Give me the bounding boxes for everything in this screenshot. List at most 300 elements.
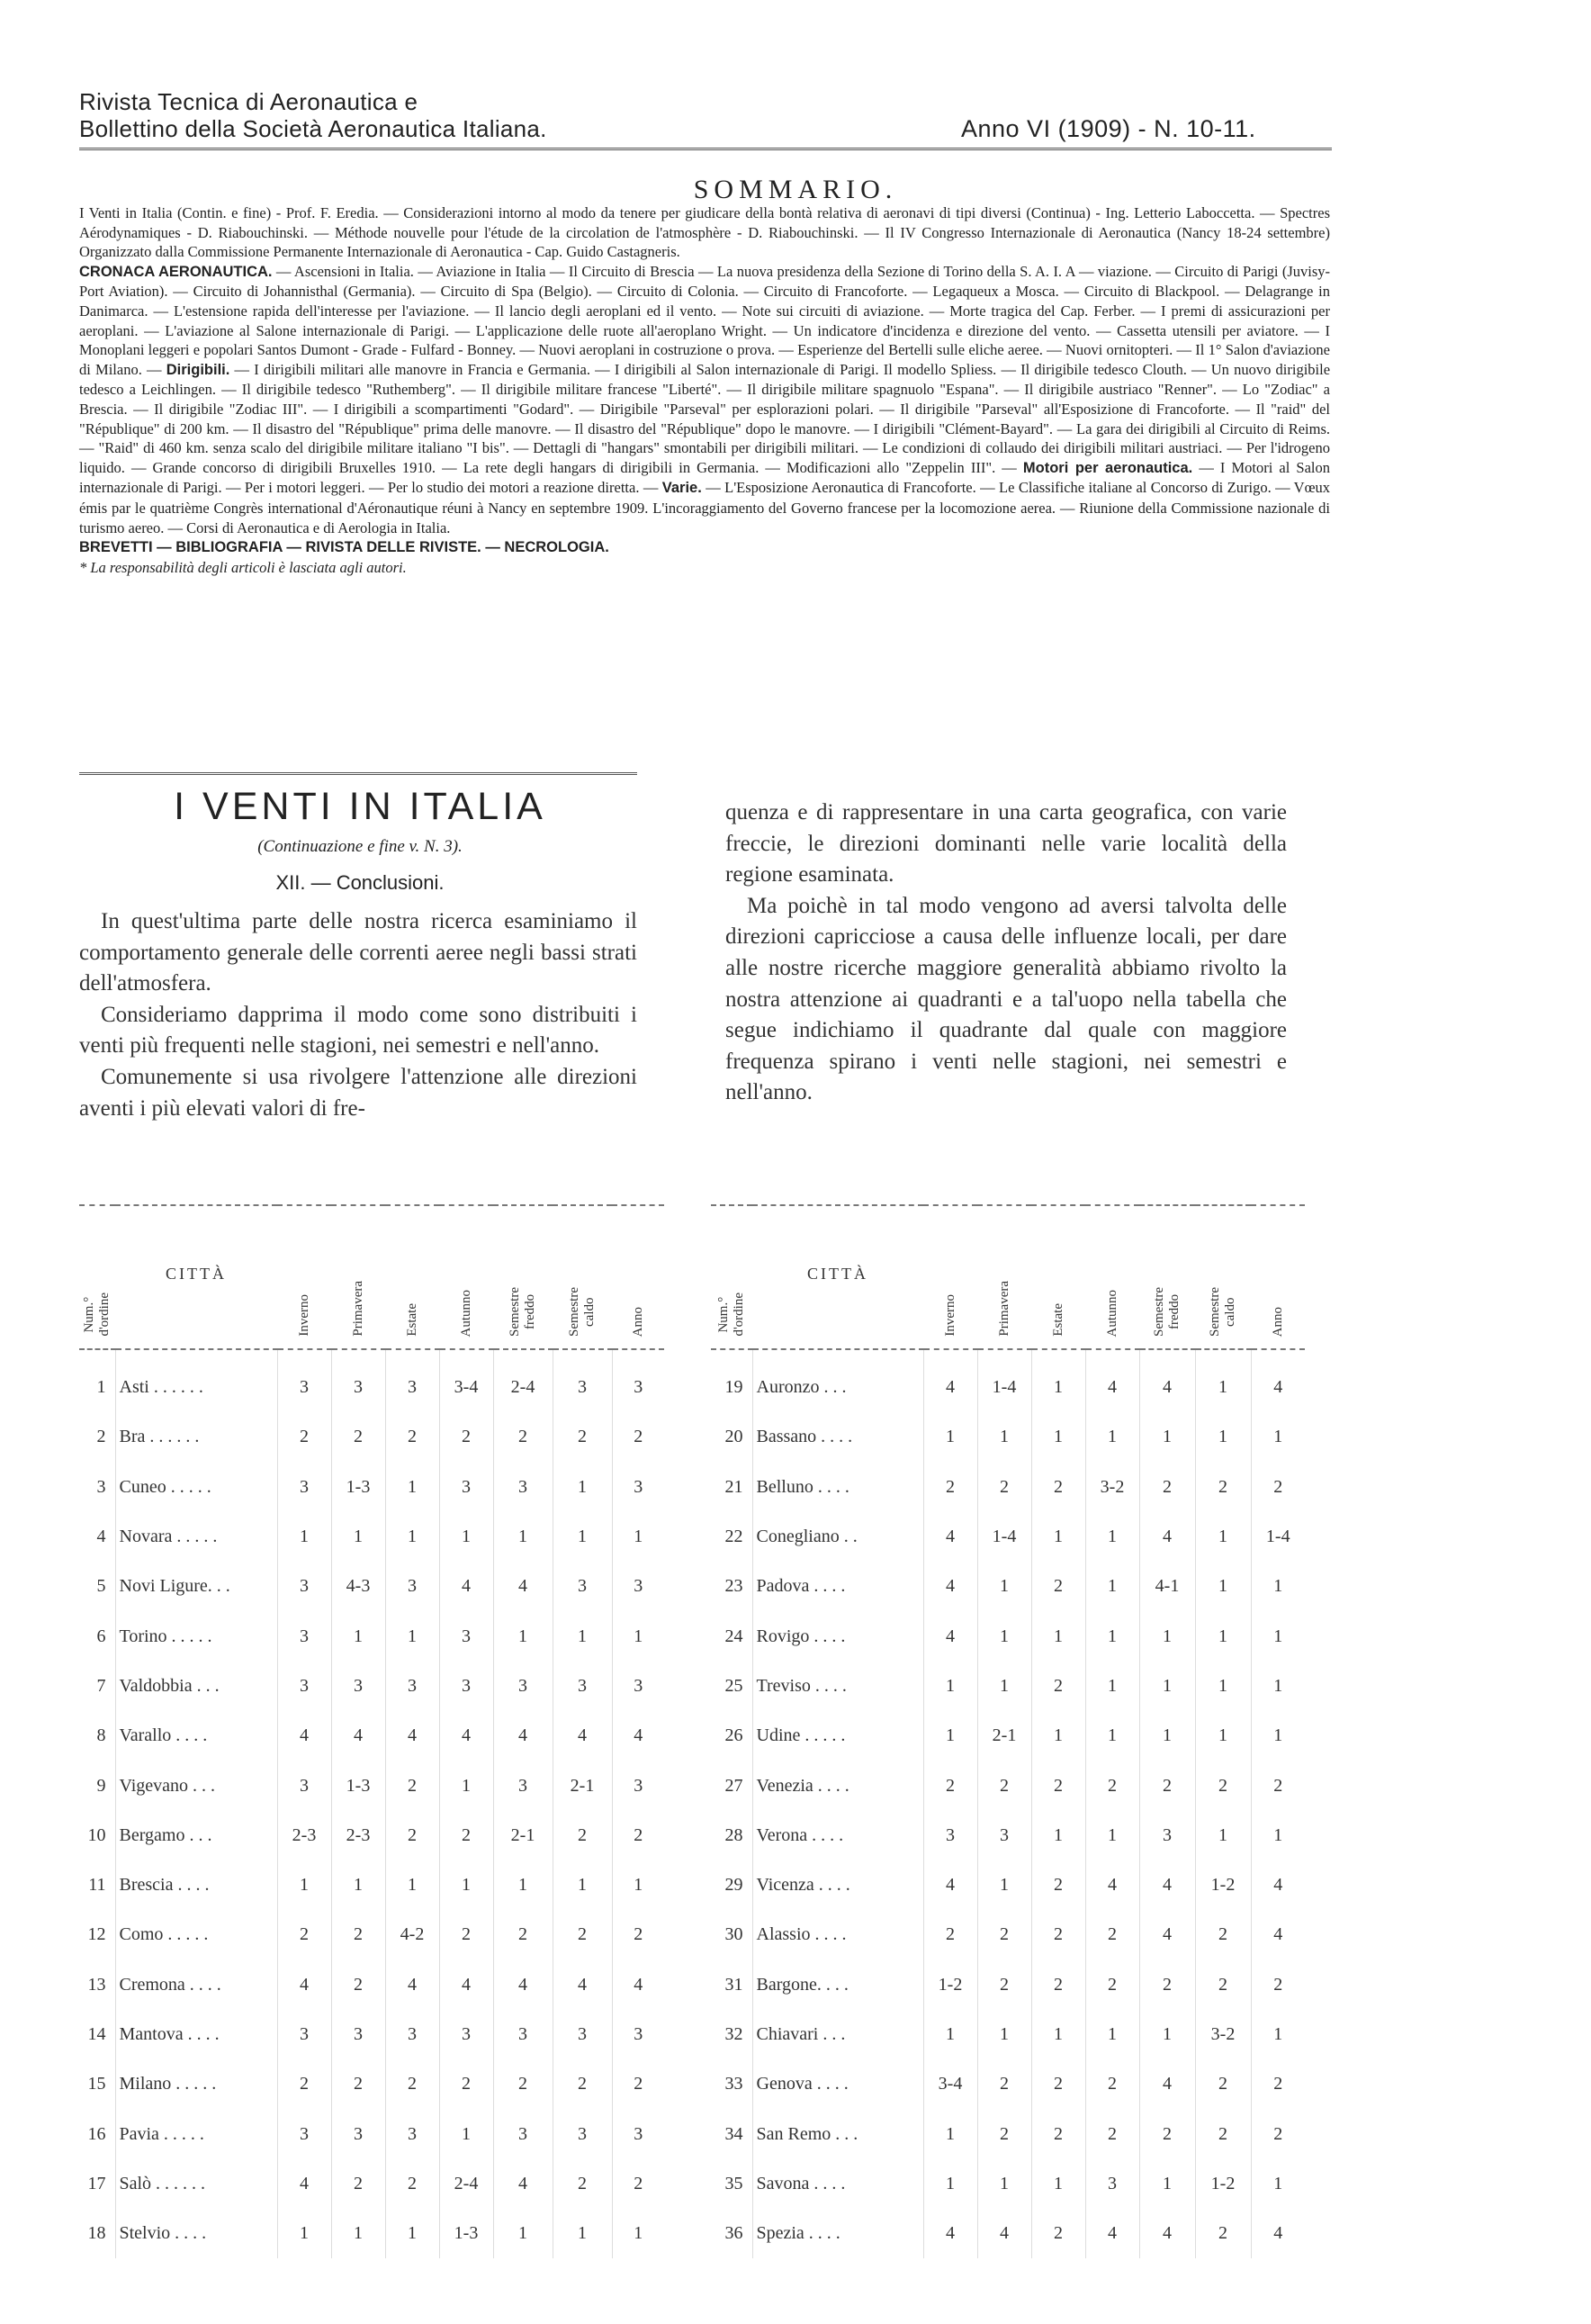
quadrant-cell: 4-3 — [331, 1562, 385, 1611]
quadrant-cell: 1 — [439, 1512, 493, 1562]
row-number: 6 — [96, 1626, 106, 1646]
quadrant-cell: 1 — [493, 1611, 553, 1661]
quadrant-cell: 1 — [439, 1860, 493, 1910]
paragraph: Ma poichè in tal modo vengono ad aversi talvolta delle direzioni capricciose a causa delle influenze locali, per dare alle nostre ricerche maggiore generalità abbiamo rivolto la nostra attenzione ai quadranti e a tal'uopo nella tabella che segue indichiamo il quadrante dal quale con maggiore frequenza spirano i venti nelle stagioni, nei semestri e nell'anno. — [725, 893, 1287, 1105]
quadrant-cell: 1 — [553, 1860, 612, 1910]
quadrant-cell: 2 — [1195, 2059, 1251, 2109]
quadrant-cell: 1 — [612, 2209, 664, 2258]
journal-title-line1: Rivista Tecnica di Aeronautica e — [79, 88, 418, 115]
quadrant-cell: 1 — [1085, 1811, 1139, 1860]
quadrant-cell: 2 — [493, 1910, 553, 1959]
wind-table-left — [79, 1204, 664, 2258]
table-row — [79, 1761, 664, 1810]
row-number: 26 — [724, 1725, 743, 1746]
quadrant-cell: 2 — [1031, 1910, 1085, 1959]
row-number: 20 — [724, 1427, 743, 1447]
quadrant-cell: 3-4 — [923, 2059, 977, 2109]
quadrant-cell: 3 — [385, 1562, 439, 1611]
quadrant-cell: 2-3 — [277, 1811, 331, 1860]
row-number: 2 — [96, 1427, 106, 1447]
quadrant-cell: 3 — [612, 1662, 664, 1711]
column-header: Primavera — [977, 1205, 1031, 1349]
quadrant-cell: 2 — [977, 2059, 1031, 2109]
quadrant-cell: 1 — [977, 2159, 1031, 2209]
section-heading: XII. — Conclusioni. — [275, 871, 445, 894]
quadrant-cell: 4 — [1085, 1860, 1139, 1910]
quadrant-cell: 2-4 — [439, 2159, 493, 2209]
quadrant-cell: 4 — [277, 1960, 331, 2010]
table-row — [711, 1761, 1305, 1810]
quadrant-cell: 3 — [331, 2109, 385, 2158]
quadrant-cell: 4 — [1251, 1349, 1305, 1412]
quadrant-cell: 1 — [1031, 1349, 1085, 1412]
table-row — [711, 1512, 1305, 1562]
city-name: Vicenza . . . . — [752, 1860, 923, 1910]
quadrant-cell: 1 — [977, 1562, 1031, 1611]
quadrant-cell: 1 — [612, 1860, 664, 1910]
quadrant-cell: 1 — [439, 1761, 493, 1810]
row-number: 35 — [724, 2173, 743, 2193]
quadrant-cell: 2 — [1031, 1860, 1085, 1910]
table-row — [711, 1811, 1305, 1860]
column-header: Semestre caldo — [1195, 1205, 1251, 1349]
quadrant-cell: 2 — [1195, 1761, 1251, 1810]
quadrant-cell: 2 — [1085, 2059, 1139, 2109]
row-number: 13 — [87, 1974, 106, 1995]
quadrant-cell: 1-2 — [923, 1960, 977, 2010]
quadrant-cell: 2 — [923, 1761, 977, 1810]
responsibility-note: * La responsabilità degli articoli è lasciata agli autori. — [79, 558, 407, 576]
quadrant-cell: 1 — [1139, 1611, 1195, 1661]
row-number: 34 — [724, 2123, 743, 2144]
quadrant-cell: 3 — [277, 1562, 331, 1611]
quadrant-cell: 1-3 — [439, 2209, 493, 2258]
table-row — [711, 1960, 1305, 2010]
quadrant-cell: 1 — [1251, 1562, 1305, 1611]
table-row — [711, 2010, 1305, 2059]
quadrant-cell: 1 — [923, 1662, 977, 1711]
quadrant-cell: 3 — [977, 1811, 1031, 1860]
article-subtitle: (Continuazione e fine v. N. 3). — [257, 837, 463, 856]
row-number: 9 — [96, 1775, 106, 1796]
city-name: Bargone. . . . — [752, 1960, 923, 2010]
quadrant-cell: 3 — [385, 1662, 439, 1711]
quadrant-cell: 3 — [553, 2010, 612, 2059]
quadrant-cell: 3 — [331, 1349, 385, 1412]
quadrant-cell: 4 — [1139, 1512, 1195, 1562]
quadrant-cell: 3 — [493, 1463, 553, 1512]
quadrant-cell: 2 — [385, 1412, 439, 1462]
quadrant-cell: 4 — [1139, 1349, 1195, 1412]
column-header: CITTÀ — [115, 1205, 277, 1349]
quadrant-cell: 1 — [977, 1860, 1031, 1910]
quadrant-cell: 3 — [612, 1761, 664, 1810]
quadrant-cell: 1 — [977, 1662, 1031, 1711]
table-row — [79, 2010, 664, 2059]
quadrant-cell: 4 — [277, 1711, 331, 1761]
quadrant-cell: 1 — [331, 1611, 385, 1661]
quadrant-cell: 3 — [612, 2109, 664, 2158]
table-row — [711, 2059, 1305, 2109]
quadrant-cell: 2 — [1251, 2109, 1305, 2158]
quadrant-cell: 4 — [923, 1860, 977, 1910]
city-name: Salò . . . . . . — [115, 2159, 277, 2209]
quadrant-cell: 2-1 — [977, 1711, 1031, 1761]
table-row — [79, 1562, 664, 1611]
quadrant-cell: 1 — [1031, 2010, 1085, 2059]
row-number: 22 — [724, 1527, 743, 1547]
column-header: Anno — [612, 1205, 664, 1349]
table-row — [711, 1349, 1305, 1412]
quadrant-cell: 1 — [1085, 1512, 1139, 1562]
quadrant-cell: 3 — [553, 1349, 612, 1412]
quadrant-cell: 4 — [1139, 1860, 1195, 1910]
row-number: 10 — [87, 1824, 106, 1845]
quadrant-cell: 2 — [977, 2109, 1031, 2158]
city-name: Conegliano . . — [752, 1512, 923, 1562]
table-row — [79, 1960, 664, 2010]
quadrant-cell: 1 — [277, 1860, 331, 1910]
quadrant-cell: 2 — [1031, 1662, 1085, 1711]
quadrant-cell: 4-1 — [1139, 1562, 1195, 1611]
quadrant-cell: 4 — [331, 1711, 385, 1761]
quadrant-cell: 2 — [553, 2159, 612, 2209]
table-row — [79, 1412, 664, 1462]
row-number: 36 — [724, 2223, 743, 2244]
table-row — [79, 1711, 664, 1761]
quadrant-cell: 1 — [1031, 1611, 1085, 1661]
quadrant-cell: 1 — [977, 1412, 1031, 1462]
quadrant-cell: 3 — [612, 1349, 664, 1412]
quadrant-cell: 1 — [1139, 1662, 1195, 1711]
quadrant-cell: 2 — [1195, 2109, 1251, 2158]
quadrant-cell: 4 — [553, 1960, 612, 2010]
table-row — [79, 1349, 664, 1412]
summary-text: I Venti in Italia (Contin. e fine) - Prof. F. Eredia. — Considerazioni intorno al modo da tenere per giudicare della bontà relativa di aeronavi di tipi diversi (Continua) - Ing. Letterio Laboccetta. — Spectres Aérodynamiques - D. Riabouchinski. — Méthode nouvelle pour l'étude de la circolation de l'atmosphère - D. Riabouchinski. — Il IV Congresso Internazionale di Aeronautica (Nancy 18-24 settembre) Organizzato dalla Commissione Permanente Internazionale di Aeronautica - Cap. Guido Castagneris. — [79, 204, 1330, 261]
city-name: Mantova . . . . — [115, 2010, 277, 2059]
quadrant-cell: 2 — [331, 1412, 385, 1462]
column-header: Semestre freddo — [493, 1205, 553, 1349]
sections-line: BREVETTI — BIBLIOGRAFIA — RIVISTA DELLE RIVISTE. — NECROLOGIA. — [79, 539, 609, 556]
row-number: 14 — [87, 2024, 106, 2044]
table-row — [711, 1711, 1305, 1761]
quadrant-cell: 2 — [1139, 2109, 1195, 2158]
quadrant-cell: 1 — [493, 2209, 553, 2258]
quadrant-cell: 2 — [553, 1910, 612, 1959]
row-number: 8 — [96, 1725, 106, 1746]
table-row — [79, 2109, 664, 2158]
quadrant-cell: 1 — [331, 2209, 385, 2258]
quadrant-cell: 2 — [923, 1910, 977, 1959]
quadrant-cell: 1-4 — [977, 1512, 1031, 1562]
city-name: Alassio . . . . — [752, 1910, 923, 1959]
row-number: 5 — [96, 1576, 106, 1597]
quadrant-cell: 2 — [553, 1412, 612, 1462]
quadrant-cell: 4 — [385, 1960, 439, 2010]
quadrant-cell: 2 — [1085, 2109, 1139, 2158]
city-name: Bergamo . . . — [115, 1811, 277, 1860]
quadrant-cell: 2 — [1031, 2059, 1085, 2109]
quadrant-cell: 2 — [1251, 1761, 1305, 1810]
quadrant-cell: 1 — [1085, 1562, 1139, 1611]
table-row — [79, 1662, 664, 1711]
column-header: Num.° d'ordine — [711, 1205, 752, 1349]
row-number: 30 — [724, 1924, 743, 1945]
quadrant-cell: 4 — [612, 1960, 664, 2010]
quadrant-cell: 1 — [1251, 1811, 1305, 1860]
quadrant-cell: 3 — [277, 1611, 331, 1661]
quadrant-cell: 1 — [923, 2159, 977, 2209]
quadrant-cell: 2 — [612, 2059, 664, 2109]
varie-text: — L'Esposizione Aeronautica di Francoforte. — Le Classifiche italiane al Concorso di Zurigo. — Vœux émis par le quatrième Congrès international d'Aéronautique réuni à Nancy en septembre 1909. L'incoraggiamento del Governo francese per la locomozione aerea. — Riunione della Commissione nazionale di turismo aereo. — Corsi di Aeronautica e di Aerologia in Italia. — [79, 479, 1331, 536]
quadrant-cell: 4 — [439, 1711, 493, 1761]
quadrant-cell: 2 — [1139, 1463, 1195, 1512]
quadrant-cell: 1 — [331, 1512, 385, 1562]
quadrant-cell: 4-2 — [385, 1910, 439, 1959]
table-row — [711, 1463, 1305, 1512]
quadrant-cell: 1 — [1251, 2010, 1305, 2059]
quadrant-cell: 2 — [277, 2059, 331, 2109]
quadrant-cell: 2 — [977, 1761, 1031, 1810]
quadrant-cell: 1 — [612, 1512, 664, 1562]
quadrant-cell: 3 — [1085, 2159, 1139, 2209]
motori-text: — I Motori al Salon internazionale di Parigi. — Per i motori leggeri. — Per lo studio dei motori a reazione diretta. — — [79, 458, 1331, 497]
quadrant-cell: 1 — [1139, 1711, 1195, 1761]
quadrant-cell: 2 — [923, 1463, 977, 1512]
quadrant-cell: 3 — [277, 1463, 331, 1512]
quadrant-cell: 2 — [439, 2059, 493, 2109]
quadrant-cell: 1-3 — [331, 1463, 385, 1512]
city-name: Rovigo . . . . — [752, 1611, 923, 1661]
row-number: 27 — [724, 1775, 743, 1796]
quadrant-cell: 3 — [493, 1662, 553, 1711]
quadrant-cell: 3 — [331, 2010, 385, 2059]
row-number: 31 — [724, 1974, 743, 1995]
quadrant-cell: 1 — [977, 2010, 1031, 2059]
quadrant-cell: 2 — [385, 1761, 439, 1810]
row-number: 29 — [724, 1875, 743, 1896]
quadrant-cell: 1 — [1195, 1611, 1251, 1661]
city-name: Genova . . . . — [752, 2059, 923, 2109]
quadrant-cell: 2 — [331, 1960, 385, 2010]
quadrant-cell: 2 — [493, 1412, 553, 1462]
quadrant-cell: 3 — [439, 1611, 493, 1661]
city-name: Bassano . . . . — [752, 1412, 923, 1462]
quadrant-cell: 2 — [1085, 1960, 1139, 2010]
row-number: 12 — [87, 1924, 106, 1945]
quadrant-cell: 3 — [493, 2109, 553, 2158]
cronaca-text: — Ascensioni in Italia. — Aviazione in Italia — Il Circuito di Brescia — La nuova presidenza della Sezione di Torino della S. A. I. A — viazione. — Circuito di Parigi (Juvisy-Port Aviation). — Circuito di Johannisthal (Germania). — Circuito di Spa (Belgio). — Circuito di Colonia. — Circuito di Francoforte. — Legaqueux a Mosca. — Circuito di Blackpool. — Delagrange in Danimarca. — L'estensione rapida dell'interesse per l'aviazione. — Il lancio degli aeroplani ed il vento. — Note sui circuiti di aviazione. — Morte tragica del Cap. Ferber. — I premi di assicurazioni per aeroplani. — L'aviazione al Salone internazionale di Parigi. — L'applicazione delle ruote all'aeroplano Wright. — Un indicatore d'incidenza e direzione del vento. — Cassetta utensili per aviatore. — I Monoplani leggeri e popolari Santos Dumont - Grade - Fulfard - Bonney. — Nuovi aeroplani in costruzione o prova. — Esperienze del Bertelli sulle eliche aeree. — Nuovi ornitopteri. — Il 1° Salon d'aviazione di Milano. — — [79, 262, 1331, 378]
column-header: Semestre caldo — [553, 1205, 612, 1349]
quadrant-cell: 2 — [1139, 1960, 1195, 2010]
quadrant-cell: 1 — [1085, 1711, 1139, 1761]
city-name: Brescia . . . . — [115, 1860, 277, 1910]
quadrant-cell: 2 — [439, 1910, 493, 1959]
quadrant-cell: 2 — [277, 1412, 331, 1462]
table-row — [711, 2109, 1305, 2158]
quadrant-cell: 1 — [439, 2109, 493, 2158]
row-number: 23 — [724, 1576, 743, 1597]
table-row — [79, 1910, 664, 1959]
quadrant-cell: 2 — [1251, 1960, 1305, 2010]
quadrant-cell: 3-2 — [1195, 2010, 1251, 2059]
quadrant-cell: 4 — [493, 2159, 553, 2209]
quadrant-cell: 1 — [1031, 1811, 1085, 1860]
city-name: Auronzo . . . — [752, 1349, 923, 1412]
table-row — [711, 1562, 1305, 1611]
quadrant-cell: 1 — [493, 1860, 553, 1910]
table-row — [79, 1611, 664, 1661]
row-number: 17 — [87, 2173, 106, 2193]
quadrant-cell: 3 — [1139, 1811, 1195, 1860]
row-number: 24 — [724, 1626, 743, 1646]
quadrant-cell: 1 — [1139, 2159, 1195, 2209]
quadrant-cell: 3 — [385, 2010, 439, 2059]
quadrant-cell: 4 — [1251, 1860, 1305, 1910]
quadrant-cell: 4 — [385, 1711, 439, 1761]
quadrant-cell: 2 — [385, 2059, 439, 2109]
quadrant-cell: 1 — [553, 2209, 612, 2258]
column-header: Estate — [1031, 1205, 1085, 1349]
quadrant-cell: 1-2 — [1195, 1860, 1251, 1910]
journal-title-line2: Bollettino della Società Aeronautica Italiana. — [79, 115, 547, 142]
dirigibili-text: — I dirigibili militari alle manovre in Francia e Germania. — I dirigibili al Salon internazionale di Parigi. Il modello Spliess. — Il dirigibile tedesco Clouth. — Un nuovo dirigibile tedesco a Leichlingen. — Il dirigibile tedesco "Ruthemberg". — Il dirigibile militare francese "Liberté". — Il dirigibile militare spagnuolo "Espana". — Il dirigibile austriaco "Renner". — Lo "Zodiac" a Brescia. — Il dirigibile "Zodiac III". — I dirigibili a scompartimenti "Godard". — Dirigibile "Parseval" per esplorazioni polari. — Il dirigibile "Parseval" all'Esposizione di Francoforte. — Il "raid" del "République" di 200 km. — Il disastro del "République" prima delle manovre. — Il disastro del "République" dopo le manovre. — I dirigibili "Clément-Bayard". — La gara dei dirigibili al Circuito di Reims. — "Raid" di 460 km. senza scalo del dirigibile militare italiano "I bis". — Dettagli di "hangars" smontabili per dirigibili militari. — Le condizioni di collaudo dei dirigibili militari austriaci. — Per l'idrogeno liquido. — Grande concorso di dirigibili Bruxelles 1910. — La rete degli hangars di dirigibili in Germania. — Modificazioni allo "Zeppelin III". — — [79, 360, 1331, 476]
quadrant-cell: 2 — [1195, 1960, 1251, 2010]
table-row — [79, 2059, 664, 2109]
quadrant-cell: 1 — [1085, 1662, 1139, 1711]
quadrant-cell: 2 — [1251, 1463, 1305, 1512]
city-name: Udine . . . . . — [752, 1711, 923, 1761]
quadrant-cell: 1 — [1085, 1412, 1139, 1462]
quadrant-cell: 1 — [553, 1512, 612, 1562]
quadrant-cell: 2 — [977, 1910, 1031, 1959]
quadrant-cell: 1 — [1031, 2159, 1085, 2209]
city-name: Stelvio . . . . — [115, 2209, 277, 2258]
quadrant-cell: 1 — [1195, 1711, 1251, 1761]
quadrant-cell: 2 — [1031, 2209, 1085, 2258]
quadrant-cell: 2 — [385, 2159, 439, 2209]
quadrant-cell: 1-4 — [977, 1349, 1031, 1412]
city-name: Belluno . . . . — [752, 1463, 923, 1512]
quadrant-cell: 1 — [385, 1512, 439, 1562]
quadrant-cell: 2 — [612, 1910, 664, 1959]
quadrant-cell: 2 — [553, 2059, 612, 2109]
city-name: Varallo . . . . — [115, 1711, 277, 1761]
quadrant-cell: 4 — [1251, 2209, 1305, 2258]
quadrant-cell: 1 — [1251, 1412, 1305, 1462]
quadrant-cell: 2 — [1195, 1463, 1251, 1512]
quadrant-cell: 4 — [612, 1711, 664, 1761]
quadrant-cell: 1 — [1031, 1412, 1085, 1462]
quadrant-cell: 2 — [977, 1463, 1031, 1512]
row-number: 25 — [724, 1675, 743, 1696]
quadrant-cell: 2 — [1031, 1562, 1085, 1611]
quadrant-cell: 4 — [493, 1711, 553, 1761]
quadrant-cell: 3 — [277, 2010, 331, 2059]
quadrant-cell: 2 — [439, 1412, 493, 1462]
quadrant-cell: 1 — [277, 2209, 331, 2258]
quadrant-cell: 1 — [923, 1711, 977, 1761]
summary-title: SOMMARIO. — [693, 175, 898, 204]
summary-body — [79, 203, 1330, 577]
quadrant-cell: 1 — [331, 1860, 385, 1910]
city-name: Cremona . . . . — [115, 1960, 277, 2010]
quadrant-cell: 1 — [1139, 2010, 1195, 2059]
quadrant-cell: 2 — [612, 1811, 664, 1860]
city-name: Venezia . . . . — [752, 1761, 923, 1810]
quadrant-cell: 1 — [1251, 1662, 1305, 1711]
row-number: 7 — [96, 1675, 106, 1696]
city-name: Cuneo . . . . . — [115, 1463, 277, 1512]
table-row — [711, 1412, 1305, 1462]
column-header: Estate — [385, 1205, 439, 1349]
quadrant-cell: 2-1 — [553, 1761, 612, 1810]
quadrant-cell: 2 — [553, 1811, 612, 1860]
quadrant-cell: 2 — [612, 1412, 664, 1462]
quadrant-cell: 3 — [553, 1662, 612, 1711]
quadrant-cell: 3 — [439, 1463, 493, 1512]
quadrant-cell: 3 — [277, 2109, 331, 2158]
quadrant-cell: 1 — [277, 1512, 331, 1562]
quadrant-cell: 3 — [553, 1562, 612, 1611]
quadrant-cell: 1 — [1251, 1711, 1305, 1761]
city-name: Verona . . . . — [752, 1811, 923, 1860]
quadrant-cell: 3 — [439, 1662, 493, 1711]
quadrant-cell: 3 — [277, 1761, 331, 1810]
city-name: Padova . . . . — [752, 1562, 923, 1611]
row-number: 11 — [88, 1875, 106, 1896]
city-name: Pavia . . . . . — [115, 2109, 277, 2158]
quadrant-cell: 4 — [923, 1562, 977, 1611]
column-header: Anno — [1251, 1205, 1305, 1349]
quadrant-cell: 1 — [923, 2010, 977, 2059]
quadrant-cell: 1 — [493, 1512, 553, 1562]
quadrant-cell: 3-2 — [1085, 1463, 1139, 1512]
quadrant-cell: 3-4 — [439, 1349, 493, 1412]
quadrant-cell: 4 — [1139, 2059, 1195, 2109]
quadrant-cell: 2 — [1031, 1761, 1085, 1810]
article-title: I VENTI IN ITALIA — [174, 785, 546, 828]
quadrant-cell: 1 — [385, 1463, 439, 1512]
quadrant-cell: 1 — [1085, 1611, 1139, 1661]
column-header: Autunno — [439, 1205, 493, 1349]
column-header: Semestre freddo — [1139, 1205, 1195, 1349]
table-row — [79, 1463, 664, 1512]
quadrant-cell: 3 — [277, 1349, 331, 1412]
quadrant-cell: 1 — [1195, 1349, 1251, 1412]
motori-label: Motori per aeronautica. — [1022, 459, 1193, 476]
column-header: Num.° d'ordine — [79, 1205, 115, 1349]
quadrant-cell: 4 — [439, 1562, 493, 1611]
quadrant-cell: 2 — [1031, 1463, 1085, 1512]
city-name: Vigevano . . . — [115, 1761, 277, 1810]
city-name: San Remo . . . — [752, 2109, 923, 2158]
quadrant-cell: 3 — [385, 1349, 439, 1412]
table-row — [711, 1910, 1305, 1959]
article-column-right — [725, 797, 1287, 1109]
city-name: Chiavari . . . — [752, 2010, 923, 2059]
quadrant-cell: 3 — [612, 1562, 664, 1611]
city-name: Asti . . . . . . — [115, 1349, 277, 1412]
quadrant-cell: 2-4 — [493, 1349, 553, 1412]
column-header: Primavera — [331, 1205, 385, 1349]
quadrant-cell: 1 — [1195, 1512, 1251, 1562]
paragraph: quenza e di rappresentare in una carta geografica, con varie freccie, le direzioni dominanti nelle varie località della regione esaminata. — [725, 800, 1287, 887]
quadrant-cell: 4 — [923, 1512, 977, 1562]
quadrant-cell: 3 — [331, 1662, 385, 1711]
dirigibili-label: Dirigibili. — [166, 361, 230, 378]
quadrant-cell: 3 — [553, 2109, 612, 2158]
